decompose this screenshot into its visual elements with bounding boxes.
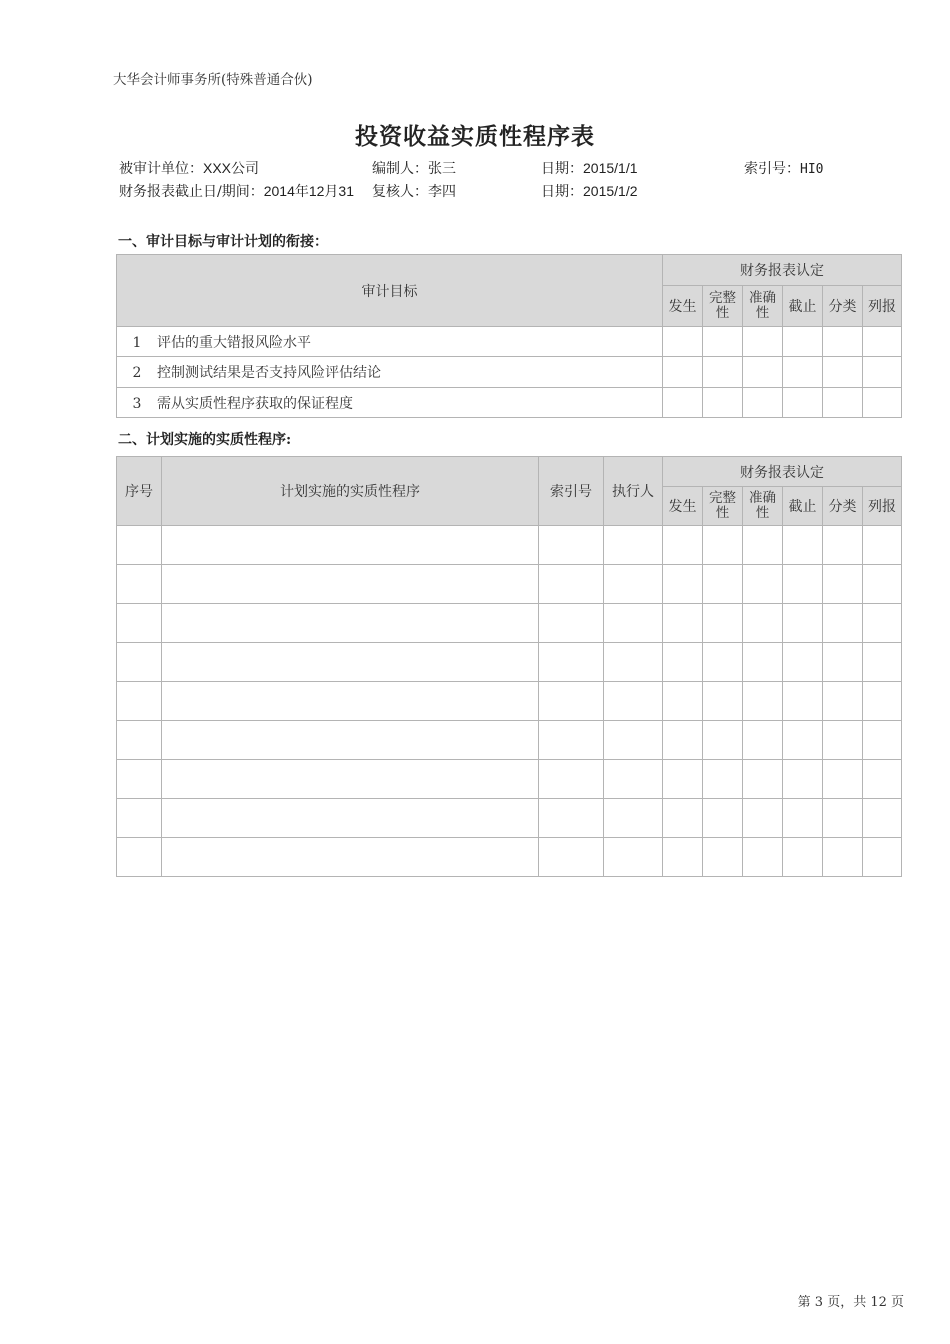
row-number: 2 — [132, 365, 142, 381]
check-cell[interactable] — [743, 526, 783, 565]
auditee-value: XXX公司 — [203, 160, 260, 176]
check-cell[interactable] — [783, 799, 823, 838]
check-cell[interactable] — [663, 327, 703, 357]
check-cell[interactable] — [663, 604, 703, 643]
check-cell[interactable] — [663, 760, 703, 799]
table-row — [117, 526, 902, 565]
procedure-cell[interactable] — [604, 760, 663, 799]
table-row — [117, 388, 902, 418]
assertion-header: 列报 — [863, 286, 902, 327]
preparer-value: 张三 — [428, 161, 456, 177]
check-cell[interactable] — [703, 357, 743, 388]
table-row — [117, 760, 902, 799]
procedure-cell[interactable] — [117, 682, 162, 721]
check-cell[interactable] — [863, 357, 902, 388]
check-cell[interactable] — [703, 388, 743, 418]
check-cell[interactable] — [783, 682, 823, 721]
check-cell[interactable] — [663, 682, 703, 721]
procedure-cell[interactable] — [117, 643, 162, 682]
preparer-label: 编制人： — [372, 161, 428, 177]
assertion-header: 准确性 — [743, 286, 783, 327]
check-cell[interactable] — [743, 682, 783, 721]
procedure-cell[interactable] — [117, 526, 162, 565]
check-cell[interactable] — [663, 799, 703, 838]
procedure-cell[interactable] — [117, 604, 162, 643]
check-cell[interactable] — [743, 604, 783, 643]
check-cell[interactable] — [783, 526, 823, 565]
check-cell[interactable] — [863, 721, 902, 760]
check-cell[interactable] — [663, 721, 703, 760]
check-cell[interactable] — [823, 327, 863, 357]
index-field — [744, 158, 823, 178]
preparer-field — [372, 158, 456, 178]
check-cell[interactable] — [863, 760, 902, 799]
period-field — [119, 181, 354, 201]
check-cell[interactable] — [783, 357, 823, 388]
procedure-cell[interactable] — [604, 565, 663, 604]
check-cell[interactable] — [823, 604, 863, 643]
check-cell[interactable] — [743, 838, 783, 877]
col-seq-header: 序号 — [117, 457, 162, 526]
table-row — [117, 799, 902, 838]
audit-objectives-table — [116, 254, 902, 418]
date1-value: 2015/1/1 — [583, 160, 638, 176]
date2-field — [541, 181, 638, 201]
check-cell[interactable] — [743, 643, 783, 682]
check-cell[interactable] — [703, 838, 743, 877]
check-cell[interactable] — [743, 799, 783, 838]
check-cell[interactable] — [863, 526, 902, 565]
procedure-cell[interactable] — [117, 721, 162, 760]
check-cell[interactable] — [663, 526, 703, 565]
reviewer-field — [372, 181, 456, 201]
date1-field — [541, 158, 638, 178]
check-cell[interactable] — [703, 526, 743, 565]
check-cell[interactable] — [743, 565, 783, 604]
row-number: 1 — [132, 334, 142, 351]
assertion-group-header: 财务报表认定 — [663, 457, 902, 487]
assertion-header: 完整性 — [703, 487, 743, 526]
date2-label: 日期： — [541, 184, 583, 200]
check-cell[interactable] — [823, 721, 863, 760]
procedure-cell[interactable] — [162, 526, 539, 565]
check-cell[interactable] — [823, 643, 863, 682]
period-value: 2014年12月31 — [263, 183, 355, 199]
procedure-cell[interactable] — [539, 721, 604, 760]
check-cell[interactable] — [663, 565, 703, 604]
procedure-cell[interactable] — [117, 760, 162, 799]
date1-label: 日期： — [541, 161, 583, 177]
section2-heading: 二、计划实施的实质性程序: — [118, 432, 292, 448]
procedure-cell[interactable] — [539, 799, 604, 838]
procedure-cell[interactable] — [604, 526, 663, 565]
objective-text: 评估的重大错报风险水平 — [157, 334, 311, 351]
check-cell[interactable] — [823, 760, 863, 799]
assertion-header: 完整性 — [703, 286, 743, 327]
check-cell[interactable] — [823, 799, 863, 838]
procedure-cell[interactable] — [604, 838, 663, 877]
check-cell[interactable] — [863, 643, 902, 682]
check-cell[interactable] — [863, 604, 902, 643]
objective-cell — [117, 327, 663, 357]
check-cell[interactable] — [703, 327, 743, 357]
assertion-header: 发生 — [663, 487, 703, 526]
col-procedure-header: 计划实施的实质性程序 — [162, 457, 539, 526]
check-cell[interactable] — [743, 760, 783, 799]
assertion-header: 截止 — [783, 286, 823, 327]
check-cell[interactable] — [783, 327, 823, 357]
check-cell[interactable] — [703, 682, 743, 721]
procedure-cell[interactable] — [539, 643, 604, 682]
procedure-cell[interactable] — [162, 604, 539, 643]
procedures-body — [117, 526, 902, 877]
assertion-header: 分类 — [823, 487, 863, 526]
procedure-cell[interactable] — [604, 721, 663, 760]
procedure-cell[interactable] — [604, 799, 663, 838]
procedure-cell[interactable] — [162, 760, 539, 799]
col-index-header: 索引号 — [539, 457, 604, 526]
firm-name: 大华会计师事务所(特殊普通合伙) — [113, 72, 313, 88]
check-cell[interactable] — [783, 565, 823, 604]
procedure-cell[interactable] — [117, 838, 162, 877]
procedure-cell[interactable] — [539, 565, 604, 604]
check-cell[interactable] — [783, 388, 823, 418]
check-cell[interactable] — [863, 838, 902, 877]
objective-cell — [117, 357, 663, 388]
check-cell[interactable] — [663, 838, 703, 877]
procedure-cell[interactable] — [162, 838, 539, 877]
procedure-cell[interactable] — [604, 604, 663, 643]
check-cell[interactable] — [863, 799, 902, 838]
index-value: HI0 — [800, 162, 824, 177]
assertion-header: 截止 — [783, 487, 823, 526]
check-cell[interactable] — [823, 838, 863, 877]
procedure-cell[interactable] — [539, 760, 604, 799]
check-cell[interactable] — [743, 357, 783, 388]
check-cell[interactable] — [823, 388, 863, 418]
procedure-cell[interactable] — [162, 799, 539, 838]
reviewer-label: 复核人： — [372, 184, 428, 200]
table-row — [117, 643, 902, 682]
procedure-cell[interactable] — [539, 604, 604, 643]
check-cell[interactable] — [823, 526, 863, 565]
col-executor-header: 执行人 — [604, 457, 663, 526]
table-row — [117, 721, 902, 760]
date2-value: 2015/1/2 — [583, 183, 638, 199]
procedure-cell[interactable] — [604, 643, 663, 682]
check-cell[interactable] — [703, 721, 743, 760]
procedure-cell[interactable] — [162, 643, 539, 682]
check-cell[interactable] — [703, 799, 743, 838]
check-cell[interactable] — [703, 604, 743, 643]
table-row — [117, 357, 902, 388]
procedure-cell[interactable] — [539, 526, 604, 565]
check-cell[interactable] — [823, 357, 863, 388]
check-cell[interactable] — [823, 682, 863, 721]
procedure-cell[interactable] — [117, 799, 162, 838]
objective-text: 需从实质性程序获取的保证程度 — [157, 395, 353, 412]
check-cell[interactable] — [783, 643, 823, 682]
row-number: 3 — [132, 395, 142, 412]
check-cell[interactable] — [863, 682, 902, 721]
check-cell[interactable] — [743, 327, 783, 357]
check-cell[interactable] — [863, 565, 902, 604]
table-row — [117, 604, 902, 643]
procedure-cell[interactable] — [162, 682, 539, 721]
check-cell[interactable] — [743, 721, 783, 760]
procedure-cell[interactable] — [117, 565, 162, 604]
assertion-group-header: 财务报表认定 — [663, 255, 902, 286]
objective-cell — [117, 388, 663, 418]
objective-text: 控制测试结果是否支持风险评估结论 — [157, 365, 381, 381]
check-cell[interactable] — [783, 838, 823, 877]
check-cell[interactable] — [743, 388, 783, 418]
assertion-header: 发生 — [663, 286, 703, 327]
reviewer-value: 李四 — [428, 184, 456, 200]
check-cell[interactable] — [703, 565, 743, 604]
procedures-table — [116, 456, 902, 877]
table-row — [117, 327, 902, 357]
check-cell[interactable] — [783, 604, 823, 643]
auditee-label: 被审计单位： — [119, 161, 203, 177]
section1-heading: 一、审计目标与审计计划的衔接： — [118, 234, 328, 250]
check-cell[interactable] — [823, 565, 863, 604]
procedure-cell[interactable] — [162, 565, 539, 604]
procedure-cell[interactable] — [539, 682, 604, 721]
table-row — [117, 565, 902, 604]
check-cell[interactable] — [663, 357, 703, 388]
page-title: 投资收益实质性程序表 — [355, 123, 595, 150]
check-cell[interactable] — [663, 643, 703, 682]
period-label: 财务报表截止日/期间： — [119, 184, 264, 200]
procedure-cell[interactable] — [539, 838, 604, 877]
assertion-header: 分类 — [823, 286, 863, 327]
page-number: 第 3 页，共 12 页 — [797, 1295, 904, 1310]
check-cell[interactable] — [663, 388, 703, 418]
col-objective-header: 审计目标 — [117, 255, 663, 327]
assertion-header: 准确性 — [743, 487, 783, 526]
table-row — [117, 838, 902, 877]
index-label: 索引号： — [744, 161, 800, 177]
check-cell[interactable] — [703, 643, 743, 682]
auditee-field — [119, 158, 259, 178]
procedure-cell[interactable] — [604, 682, 663, 721]
check-cell[interactable] — [783, 721, 823, 760]
check-cell[interactable] — [863, 388, 902, 418]
table-row — [117, 682, 902, 721]
check-cell[interactable] — [783, 760, 823, 799]
check-cell[interactable] — [863, 327, 902, 357]
assertion-header: 列报 — [863, 487, 902, 526]
procedure-cell[interactable] — [162, 721, 539, 760]
check-cell[interactable] — [703, 760, 743, 799]
